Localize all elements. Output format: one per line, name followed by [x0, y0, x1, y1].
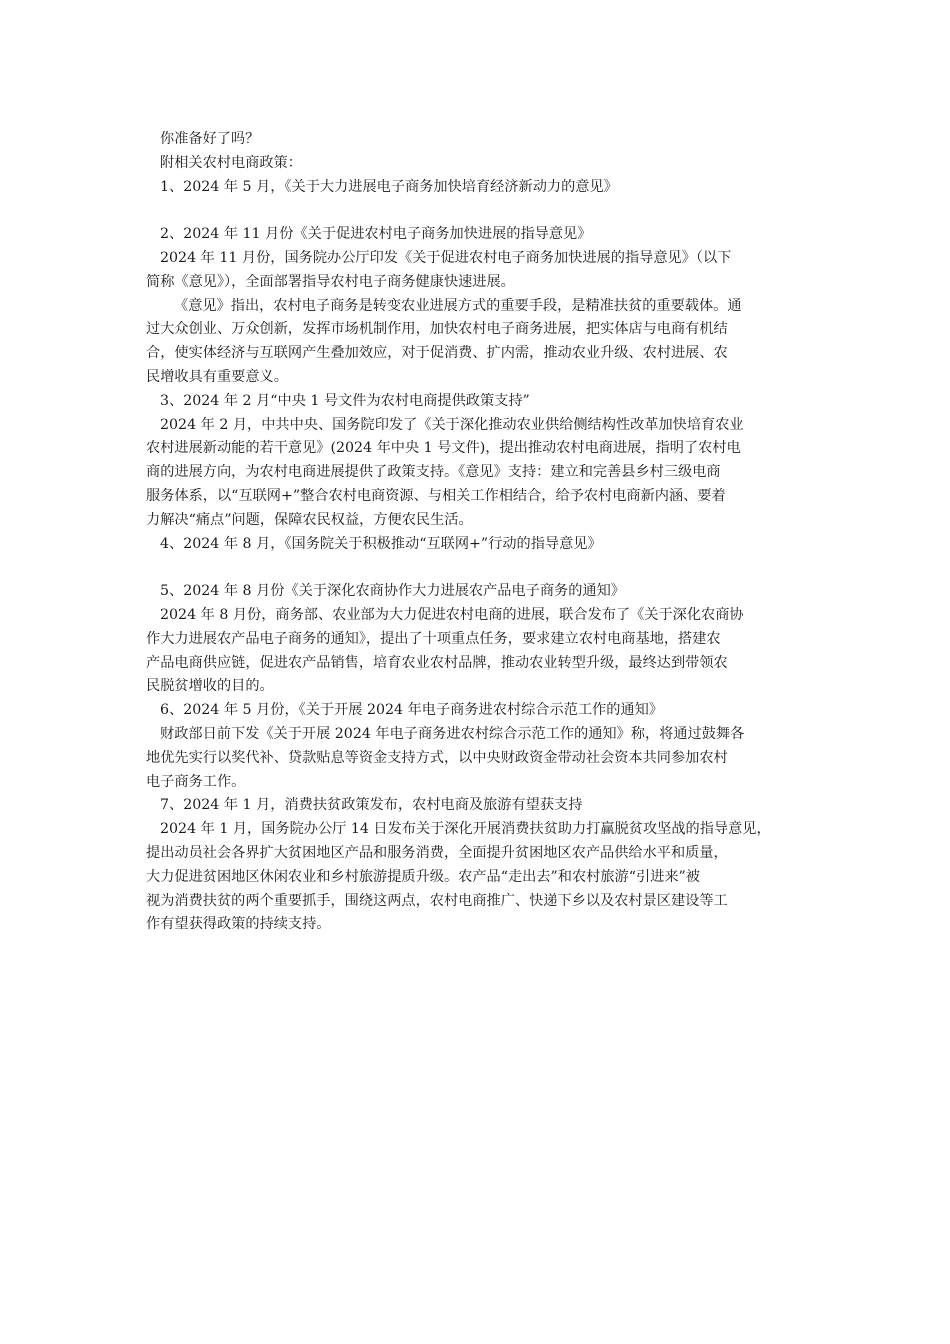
intro-text: 你准备好了吗？: [160, 131, 260, 147]
paragraph-line: 作有望获得政策的持续支持。: [146, 916, 331, 933]
paragraph-line: 《意见》指出，农村电子商务是转变农业进展方式的重要手段，是精准扶贫的重要载体。通: [174, 297, 742, 314]
paragraph-line: 2024 年 11 月份，国务院办公厅印发《关于促进农村电子商务加快进展的指导意见》（以下: [160, 249, 732, 266]
paragraph-line: 视为消费扶贫的两个重要抓手，围绕这两点，农村电商推广、快递下乡以及农村景区建设等工: [146, 892, 728, 909]
paragraph-line: 2024 年 2 月，中共中央、国务院印发了《关于深化推动农业供给侧结构性改革加快培育农业: [160, 416, 744, 433]
paragraph-line: 2024 年 8 月份，商务部、农业部为大力促进农村电商的进展，联合发布了《关于深化农商协: [160, 606, 744, 623]
paragraph-line: 力解决“痛点”问题，保障农民权益，方便农民生活。: [146, 511, 473, 528]
paragraph-line: 合，使实体经济与互联网产生叠加效应，对于促消费、扩内需，推动农业升级、农村进展、农: [146, 345, 728, 362]
paragraph-line: 电子商务工作。: [146, 773, 246, 790]
spacer: [146, 199, 814, 223]
policy-5-paragraph: [146, 604, 814, 699]
policies-heading: 附相关农村电商政策：: [160, 154, 302, 171]
paragraph-line: 作大力进展农产品电子商务的通知》，提出了十项重点任务，要求建立农村电商基地，搭建农: [146, 630, 721, 647]
policy-6-paragraph: [146, 723, 814, 794]
policy-item-4: 4、2024 年 8 月，《国务院关于积极推动“互联网+”行动的指导意见》: [160, 535, 602, 552]
policy-item-5: 5、2024 年 8 月份《关于深化农商协作大力进展农产品电子商务的通知》: [160, 583, 625, 600]
paragraph-line: 2024 年 1 月，国务院办公厅 14 日发布关于深化开展消费扶贫助力打赢脱贫攻坚战的指导意见，: [160, 821, 771, 838]
paragraph-line: 地优先实行以奖代补、贷款贴息等资金支持方式，以中央财政资金带动社会资本共同参加农村: [146, 749, 728, 766]
policy-2-paragraph-a: [146, 247, 814, 295]
spacer: [146, 556, 814, 580]
document-body: [146, 128, 814, 937]
paragraph-line: 大力促进贫困地区休闲农业和乡村旅游提质升级。农产品“走出去”和农村旅游“引进来”被: [146, 868, 700, 885]
policy-item-1: 1、2024 年 5 月，《关于大力进展电子商务加快培育经济新动力的意见》: [160, 178, 618, 195]
policy-7-paragraph: [146, 818, 814, 937]
paragraph-line: 民脱贫增收的目的。: [146, 678, 274, 695]
paragraph-line: 商的进展方向，为农村电商进展提供了政策支持。《意见》支持：建立和完善县乡村三级电商: [146, 464, 721, 481]
policy-item-3: 3、2024 年 2 月“中央 1 号文件为农村电商提供政策支持”: [160, 392, 530, 409]
paragraph-line: 民增收具有重要意义。: [146, 368, 288, 385]
paragraph-line: 农村进展新动能的若干意见》(2024 年中央 1 号文件)，提出推动农村电商进展，指明了农村电: [146, 440, 741, 457]
paragraph-line: 提出动员社会各界扩大贫困地区产品和服务消费，全面提升贫困地区农产品供给水平和质量，: [146, 844, 728, 861]
paragraph-line: 服务体系，以“互联网+”整合农村电商资源、与相关工作相结合，给予农村电商新内涵、要着: [146, 487, 726, 504]
policy-3-paragraph: [146, 414, 814, 533]
policy-item-2: 2、2024 年 11 月份《关于促进农村电子商务加快进展的指导意见》: [160, 226, 592, 243]
paragraph-line: 产品电商供应链，促进农产品销售，培育农业农村品牌，推动农业转型升级，最终达到带领农: [146, 654, 728, 671]
paragraph-line: 简称《意见》），全面部署指导农村电子商务健康快速进展。: [146, 273, 515, 290]
policy-2-paragraph-b: [146, 295, 814, 390]
policy-item-7: 7、2024 年 1 月，消费扶贫政策发布，农村电商及旅游有望获支持: [160, 797, 583, 814]
paragraph-line: 过大众创业、万众创新，发挥市场机制作用，加快农村电子商务进展，把实体店与电商有机结: [146, 321, 728, 338]
policy-item-6: 6、2024 年 5 月份，《关于开展 2024 年电子商务进农村综合示范工作的通知》: [160, 702, 663, 719]
paragraph-line: 财政部日前下发《关于开展 2024 年电子商务进农村综合示范工作的通知》称，将通过鼓舞各: [160, 725, 745, 742]
